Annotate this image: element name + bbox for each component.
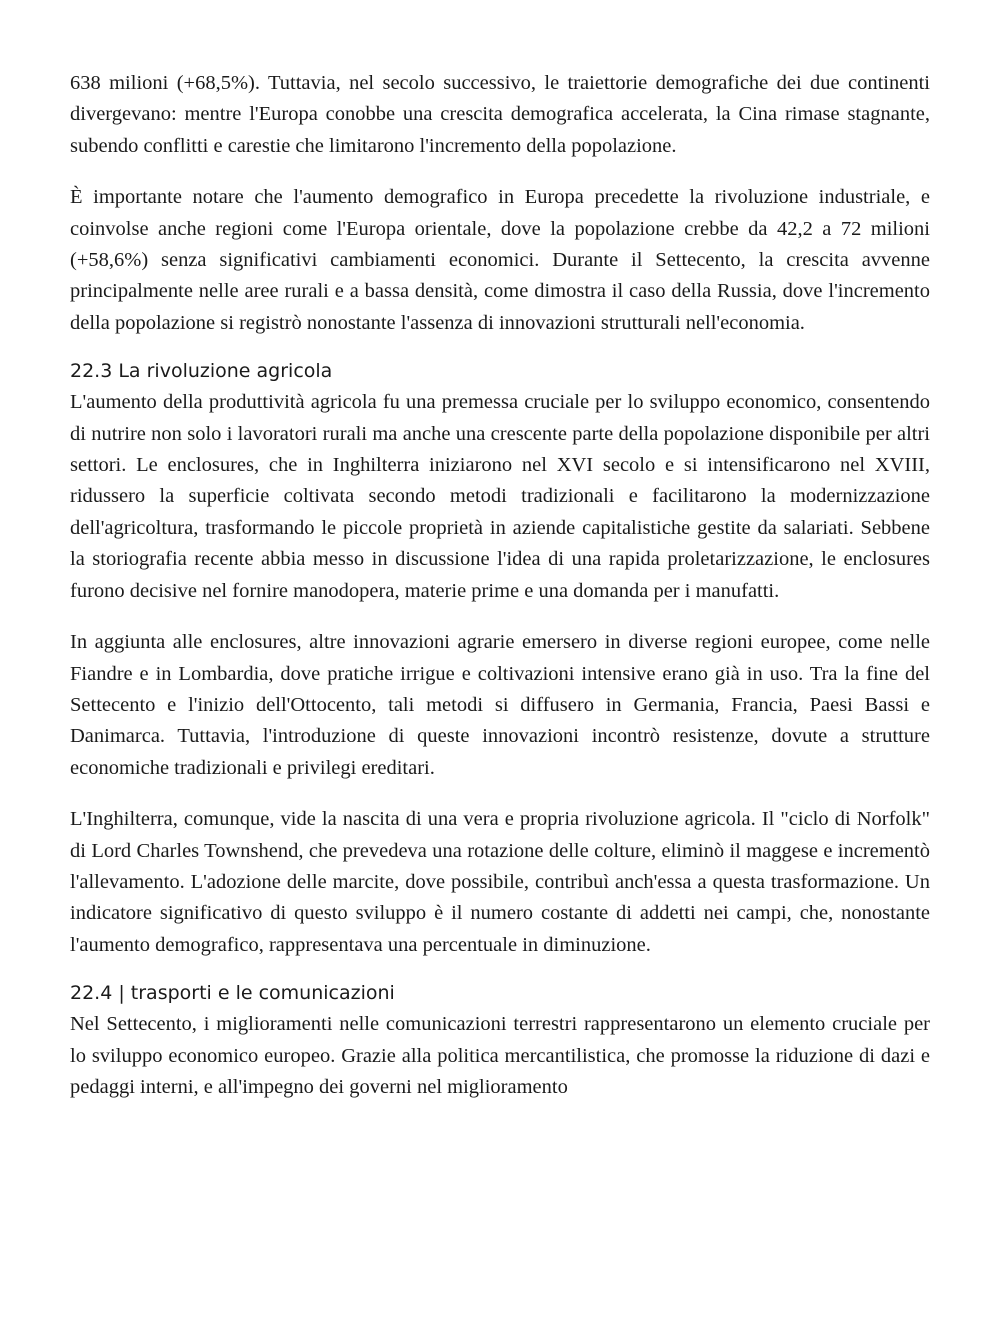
section-heading-agricultural-revolution: 22.3 La rivoluzione agricola	[70, 360, 333, 383]
paragraph-population-divergence: 638 milioni (+68,5%). Tuttavia, nel secolo successivo, le traiettorie demografiche dei due continenti divergevano: mentre l'Europa conobbe una crescita demografica accelerata, la Cina rimase stagnante, subendo conflitti e carestie che limitarono l'incremento della popolazione.	[70, 72, 930, 157]
paragraph-norfolk-cycle: L'Inghilterra, comunque, vide la nascita di una vera e propria rivoluzione agricola. Il "ciclo di Norfolk" di Lord Charles Townshend, che prevedeva una rotazione delle colture, eliminò il maggese e incrementò l'allevamento. L'adozione delle marcite, dove possibile, contribuì anch'essa a questa trasformazione. Un indicatore significativo di questo sviluppo è il numero costante di addetti nei campi, che, nonostante l'aumento demografico, rappresentava una percentuale in diminuzione.	[70, 808, 930, 956]
paragraph-land-communications: Nel Settecento, i miglioramenti nelle comunicazioni terrestri rappresentarono un elemento cruciale per lo sviluppo economico europeo. Grazie alla politica mercantilistica, che promosse la riduzione di dazi e pedaggi interni, e all'impegno dei governi nel miglioramento	[70, 1013, 930, 1098]
paragraph-enclosures: L'aumento della produttività agricola fu una premessa cruciale per lo sviluppo economico, consentendo di nutrire non solo i lavoratori rurali ma anche una crescente parte della popolazione disponibile per altri settori. Le enclosures, che in Inghilterra iniziarono nel XVI secolo e si intensificarono nel XVIII, ridussero la superficie coltivata secondo metodi tradizionali e facilitarono la modernizzazione dell'agricoltura, trasformando le piccole proprietà in aziende capitalistiche gestite da salariati. Sebbene la storiografia recente abbia messo in discussione l'idea di una rapida proletarizzazione, le enclosures furono decisive nel fornire manodopera, materie prime e una domanda per i manufatti.	[70, 391, 930, 602]
section-heading-transport-communications: 22.4 | trasporti e le comunicazioni	[70, 982, 395, 1005]
document-page	[70, 68, 930, 1103]
paragraph-eastern-europe-growth: È importante notare che l'aumento demografico in Europa precedette la rivoluzione industriale, e coinvolse anche regioni come l'Europa orientale, dove la popolazione crebbe da 42,2 a 72 milioni (+58,6%) senza significativi cambiamenti economici. Durante il Settecento, la crescita avvenne principalmente nelle aree rurali e a bassa densità, come dimostra il caso della Russia, dove l'incremento della popolazione si registrò nonostante l'assenza di innovazioni strutturali nell'economia.	[70, 186, 930, 334]
paragraph-agrarian-innovations: In aggiunta alle enclosures, altre innovazioni agrarie emersero in diverse regioni europee, come nelle Fiandre e in Lombardia, dove pratiche irrigue e coltivazioni intensive erano già in uso. Tra la fine del Settecento e l'inizio dell'Ottocento, tali metodi si diffusero in Germania, Francia, Paesi Bassi e Danimarca. Tuttavia, l'introduzione di queste innovazioni incontrò resistenze, dovute a strutture economiche tradizionali e privilegi ereditari.	[70, 631, 930, 779]
